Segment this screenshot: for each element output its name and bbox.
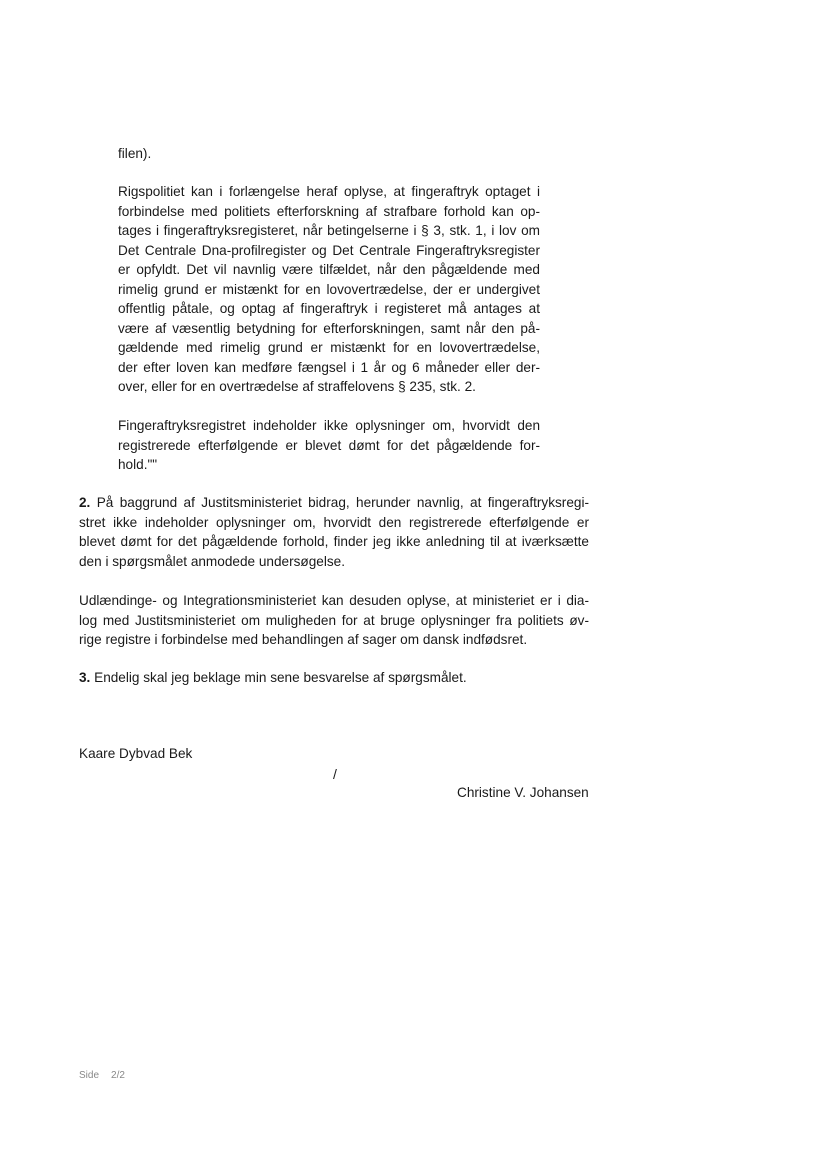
text-line: hold."" xyxy=(118,457,158,472)
text-line: 2. På baggrund af Justitsministeriet bidrag, herunder navnlig, at fingeraftryksregi- xyxy=(79,495,589,510)
section-2b-paragraph xyxy=(79,591,589,650)
text-line: log med Justitsministeriet om muligheden for at bruge oplysninger fra politiets øv- xyxy=(79,612,589,628)
text-line: blevet dømt for det pågældende forhold, finder jeg ikke anledning til at iværksætte xyxy=(79,534,589,549)
page-number: 2/2 xyxy=(111,1070,125,1081)
section-number: 2. xyxy=(79,495,91,510)
quote-paragraph-3 xyxy=(118,416,540,475)
text-line: tages i fingeraftryksregisteret, når betingelserne i § 3, stk. 1, i lov om xyxy=(118,223,540,238)
section-number: 3. xyxy=(79,670,91,685)
signature-official: Christine V. Johansen xyxy=(457,785,589,800)
text-line: over, eller for en overtrædelse af straffelovens § 235, stk. 2. xyxy=(118,379,476,394)
signature-minister: Kaare Dybvad Bek xyxy=(79,746,193,761)
text-line: stret ikke indeholder oplysninger om, hvorvidt den registrerede efterfølgende er xyxy=(79,514,589,530)
quote-paragraph-1 xyxy=(118,144,540,164)
text-line: filen). xyxy=(118,146,152,161)
text-line: offentlig påtale, og optag af fingeraftryk i registeret må antages at xyxy=(118,301,540,316)
text-line: den i spørgsmålet anmodede undersøgelse. xyxy=(79,553,345,569)
text-line: registrerede efterfølgende er blevet dømt for det pågældende for- xyxy=(118,437,540,453)
signature-separator: / xyxy=(333,766,337,782)
text-line: Fingeraftryksregistret indeholder ikke oplysninger om, hvorvidt den xyxy=(118,418,540,433)
text-line: er opfyldt. Det vil navnlig være tilfældet, når den pågældende med xyxy=(118,262,540,277)
footer-label: Side xyxy=(79,1070,100,1081)
text-line: forbindelse med politiets efterforskning af strafbare forhold kan op- xyxy=(118,203,540,219)
text-line: være af væsentlig betydning for efterforskningen, samt når den på- xyxy=(118,320,540,336)
text-line: Det Centrale Dna-profilregister og Det Centrale Fingeraftryksregister xyxy=(118,242,540,258)
section-3-paragraph xyxy=(79,668,589,688)
text-line: gældende med rimelig grund er mistænkt for en lovovertrædelse, xyxy=(118,340,540,355)
page-footer xyxy=(79,1070,137,1081)
text-line: rige registre i forbindelse med behandlingen af sager om dansk indfødsret. xyxy=(79,632,528,647)
text-line: Udlændinge- og Integrationsministeriet kan desuden oplyse, at ministeriet er i dia- xyxy=(79,593,589,608)
section-2-paragraph xyxy=(79,493,589,571)
text-line: 3. Endelig skal jeg beklage min sene besvarelse af spørgsmålet. xyxy=(79,670,467,685)
quote-paragraph-2 xyxy=(118,182,540,397)
text-line: Rigspolitiet kan i forlængelse heraf oplyse, at fingeraftryk optaget i xyxy=(118,184,540,199)
text-line: der efter loven kan medføre fængsel i 1 år og 6 måneder eller der- xyxy=(118,359,540,375)
text-line: rimelig grund er mistænkt for en lovovertrædelse, der er undergivet xyxy=(118,281,540,297)
